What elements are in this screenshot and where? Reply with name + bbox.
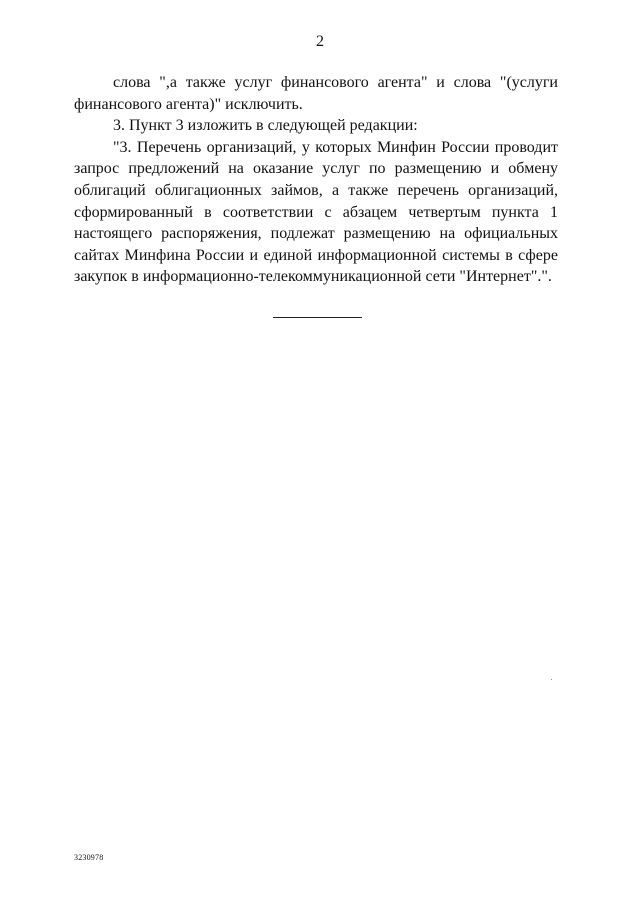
end-separator-line	[273, 317, 362, 318]
page-number: 2	[316, 33, 324, 50]
paragraph-exclusion: слова ",а также услуг финансового агента" и слова "(услуги финансового агента)" исключить.	[74, 74, 558, 113]
paragraph-item-3-text: "3. Перечень организаций, у которых Минфин России проводит запрос предложений на оказание услуг по размещению и обмену облигаций облигационных займов, а также перечень организаций, сформированный в соответствии с абзацем четвертым пункта 1 настоящего распоряжения, подлежат размещению на официальных сайтах Минфина России и единой информационной системы в сфере закупок в информационно-телекоммуникационной сети "Интернет".".	[74, 138, 558, 286]
paragraph-item-3-heading: 3. Пункт 3 изложить в следующей редакции:	[113, 117, 418, 135]
document-code: 3230978	[74, 853, 104, 862]
document-body	[74, 72, 558, 288]
scan-artifact-dot	[551, 679, 552, 680]
